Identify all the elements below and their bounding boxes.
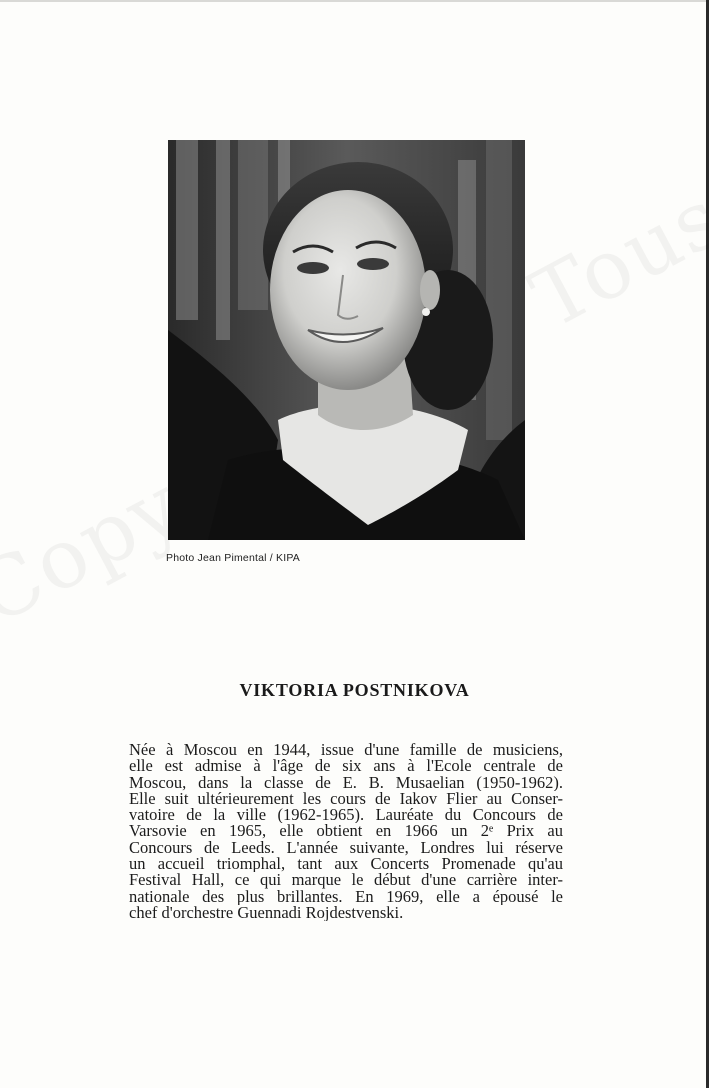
bio-line: nationale des plus brillantes. En 1969, elle a épousé le bbox=[129, 888, 563, 905]
bio-line: chef d'orchestre Guennadi Rojdestvenski. bbox=[129, 904, 404, 922]
portrait-image bbox=[168, 140, 525, 540]
bio-line: Moscou, dans la classe de E. B. Musaelian (1950-1962). bbox=[129, 774, 563, 791]
page-top-edge bbox=[0, 0, 709, 2]
bio-line: Née à Moscou en 1944, issue d'une famille de musiciens, bbox=[129, 742, 563, 759]
bio-line: Festival Hall, ce qui marque le début d'une carrière inter- bbox=[129, 872, 563, 889]
bio-line: vatoire de la ville (1962-1965). Lauréate du Concours de bbox=[129, 807, 563, 824]
bio-line: Elle suit ultérieurement les cours de Iakov Flier au Conser- bbox=[129, 790, 563, 808]
bio-line: Concours de Leeds. L'année suivante, Londres lui réserve bbox=[129, 839, 563, 857]
portrait-photo bbox=[168, 140, 525, 540]
biography-paragraph bbox=[129, 742, 563, 921]
bio-line: un accueil triomphal, tant aux Concerts Promenade qu'au bbox=[129, 856, 563, 873]
artist-name: VIKTORIA POSTNIKOVA bbox=[239, 680, 470, 700]
bio-line: elle est admise à l'âge de six ans à l'Ecole centrale de bbox=[129, 758, 563, 775]
bio-line: Varsovie en 1965, elle obtient en 1966 un 2ᵉ Prix au bbox=[129, 823, 563, 840]
photo-credit: Photo Jean Pimental / KIPA bbox=[166, 552, 300, 564]
